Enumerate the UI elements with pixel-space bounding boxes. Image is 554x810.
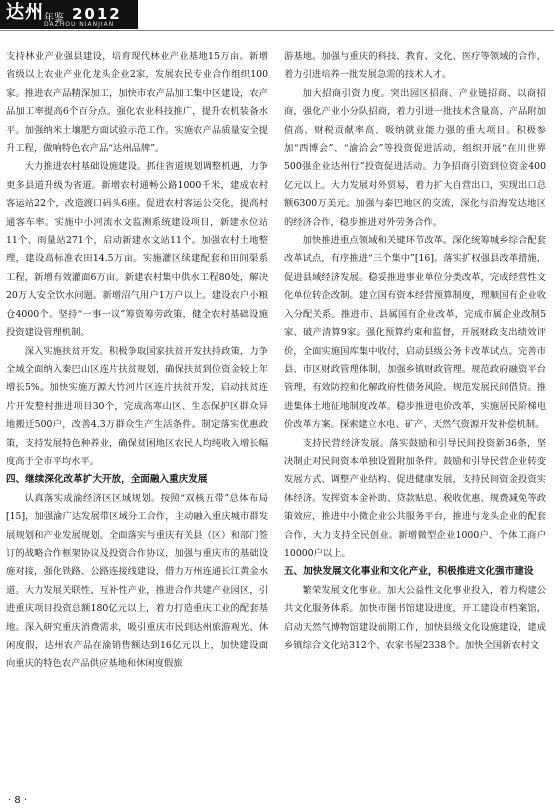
paragraph: 深入实施扶贫开发。积极争取国家扶贫开发扶持政策，力争全域全面纳入秦巴山区连片扶贫规划，确保扶贫到位资金较上年增长5%。加快实施万源大竹河片区连片扶贫开发，启动扶贫连片开发整村推进项目30个，完成高寒山区、生态保护区群众异地搬迁500户，改善4.3万群众生产生活条件。制定落实优惠政策，支持发展特色种养业，确保贫困地区农民人均纯收入增长幅度高于全市平均水平。	[6, 345, 268, 467]
paragraph: 加快推进重点领域和关键环节改革。深化统筹城乡综合配套改革试点，有序推进“三个集中”[16]。落实扩权强县改革措施，促进县域经济发展。稳妥推进事业单位分类改革，完成经营性文化单位转企改制。建立国有资本经营预算制度，理顺国有企业收入分配关系。推进市、县属国有企业改革，完成市属企业改制5家、破产清算9家。强化预算约束和监督，开展财政支出绩效评价，全面实施国库集中收付，启动县级公务卡改革试点。完善市县、市区财政管理体制，加强乡镇财政管理。规范政府融资平台管理，有效防控和化解政府性债务风险。规范发展民间借贷。推进集体土地征地制度改革。稳步推进电价改革，实施居民阶梯电价改革方案。探索建立水电、矿产、天然气资源开发补偿机制。	[284, 235, 546, 431]
section-heading: 四、继续深化改革扩大开放，全面融入重庆发展	[6, 474, 208, 486]
yearbook-year: 2012	[72, 5, 122, 23]
section-heading: 五、加快发展文化事业和文化产业，积极推进文化强市建设	[284, 566, 534, 578]
page-number: · 8 ·	[8, 795, 28, 806]
paragraph: 游基地。加强与重庆的科技、教育、文化、医疗等领域的合作，着力引进培养一批发展急需的技术人才。	[284, 51, 546, 81]
header-banner	[0, 0, 138, 29]
page-header	[0, 0, 554, 38]
paragraph: 支持民营经济发展。落实鼓励和引导民间投资新36条，坚决制止对民间资本单独设置附加条件。鼓励和引导民营企业转变发展方式、调整产业结构、促进健康发展，支持民间资金投资实体经济。发挥资本金补助、贷款贴息、税收优惠、规费减免等政策效应，推进中小微企业公共服务平台，推进与龙头企业的配套合作，大力支持全民创业。新增微型企业1000户、个体工商户10000户以上。	[284, 437, 546, 559]
paragraph: 加大招商引资力度。突出园区招商、产业链招商、以商招商，强化产业小分队招商，着力引进一批技术含量高、产品附加值高、财税贡献率高、吸纳就业能力强的重大项目。积极参加“西博会”、“渝洽会”等投资促进活动，组织开展“在川世界500强企业达州行”投资促进活动。力争招商引资到位资金400亿元以上。大力发展对外贸易，着力扩大自营出口，实现出口总额6300万美元。加强与泰巴地区的交流，深化与沿海发达地区的经济合作，稳步推进对外劳务合作。	[284, 87, 546, 228]
yearbook-suffix: 年鉴	[44, 13, 64, 24]
yearbook-title: 达州	[6, 2, 44, 23]
paragraph: 认真落实成渝经济区区域规划。按照“双核五带”总体布局[15]，加强渝广达发展带区域分工合作，主动融入重庆城市群发展规划和产业发展规划。全面落实与重庆有关县（区）和部门签订的战略合作框架协议及投资合作协议，加强与重庆市的基础设施对接，强化铁路、公路连接线建设，借力万州连通长江黄金水道。大力发展关联性、互补性产业，推进合作共建产业园区，引进重庆项目投资总额180亿元以上，着力打造重庆工业的配套基地。深入研究重庆消费需求，吸引重庆市民到达州旅游观光、休闲度假，达州农产品在渝销售额达到16亿元以上，加快建设面向重庆的特色农产品供应基地和休闲度假旅	[6, 492, 268, 670]
paragraph: 大力推进农村基础设施建设。抓住省道规划调整机遇，力争更多县道升级为省道。新增农村通畅公路1000千米，建成农村客运站22个，改造渡口码头6座。促进农村客运公交化，提高村通客车率。实施中小河流水文监测系统建设项目，新建水位站11个、雨量站271个，启动新建水文站11个。加强农村土地整理，建设高标准农田14.5万亩。实施灌区续建配套和田间渠系工程，新增有效灌面6万亩。新建农村集中供水工程80处，解决20万人安全饮水问题。新增沼气用户1万户以上。建设农户小粮仓4000个。坚持“一事一议”筹资筹劳政策，健全农村基础设施投资建设管理机制。	[6, 161, 268, 339]
header-divider	[0, 30, 554, 31]
yearbook-subtitle: DAZHOU NIANJIAN	[44, 21, 115, 28]
paragraph: 繁荣发展文化事业。加大公益性文化事业投入，着力构建公共文化服务体系。加快市图书馆建设进度，开工建设市档案馆，启动天然气博物馆建设前期工作，加快县级文化设施建设，建成乡镇综合文化站312个、农家书屋2338个。加快全国新农村文	[284, 584, 546, 651]
left-column	[6, 48, 268, 792]
right-column	[284, 48, 546, 792]
paragraph: 支持林业产业强县建设，培育现代林业产业基地15万亩。新增省级以上农业产业化龙头企业2家，发展农民专业合作组织100家。推进农产品精深加工，加快市农产品加工集中区建设，农产品加工率提高6个百分点。强化农业科技推广，提升农机装备水平。加强纳米土壤肥方面试验示范工作。实施农产品质量安全提升工程，做响特色农产品“达州品牌”。	[6, 51, 268, 155]
